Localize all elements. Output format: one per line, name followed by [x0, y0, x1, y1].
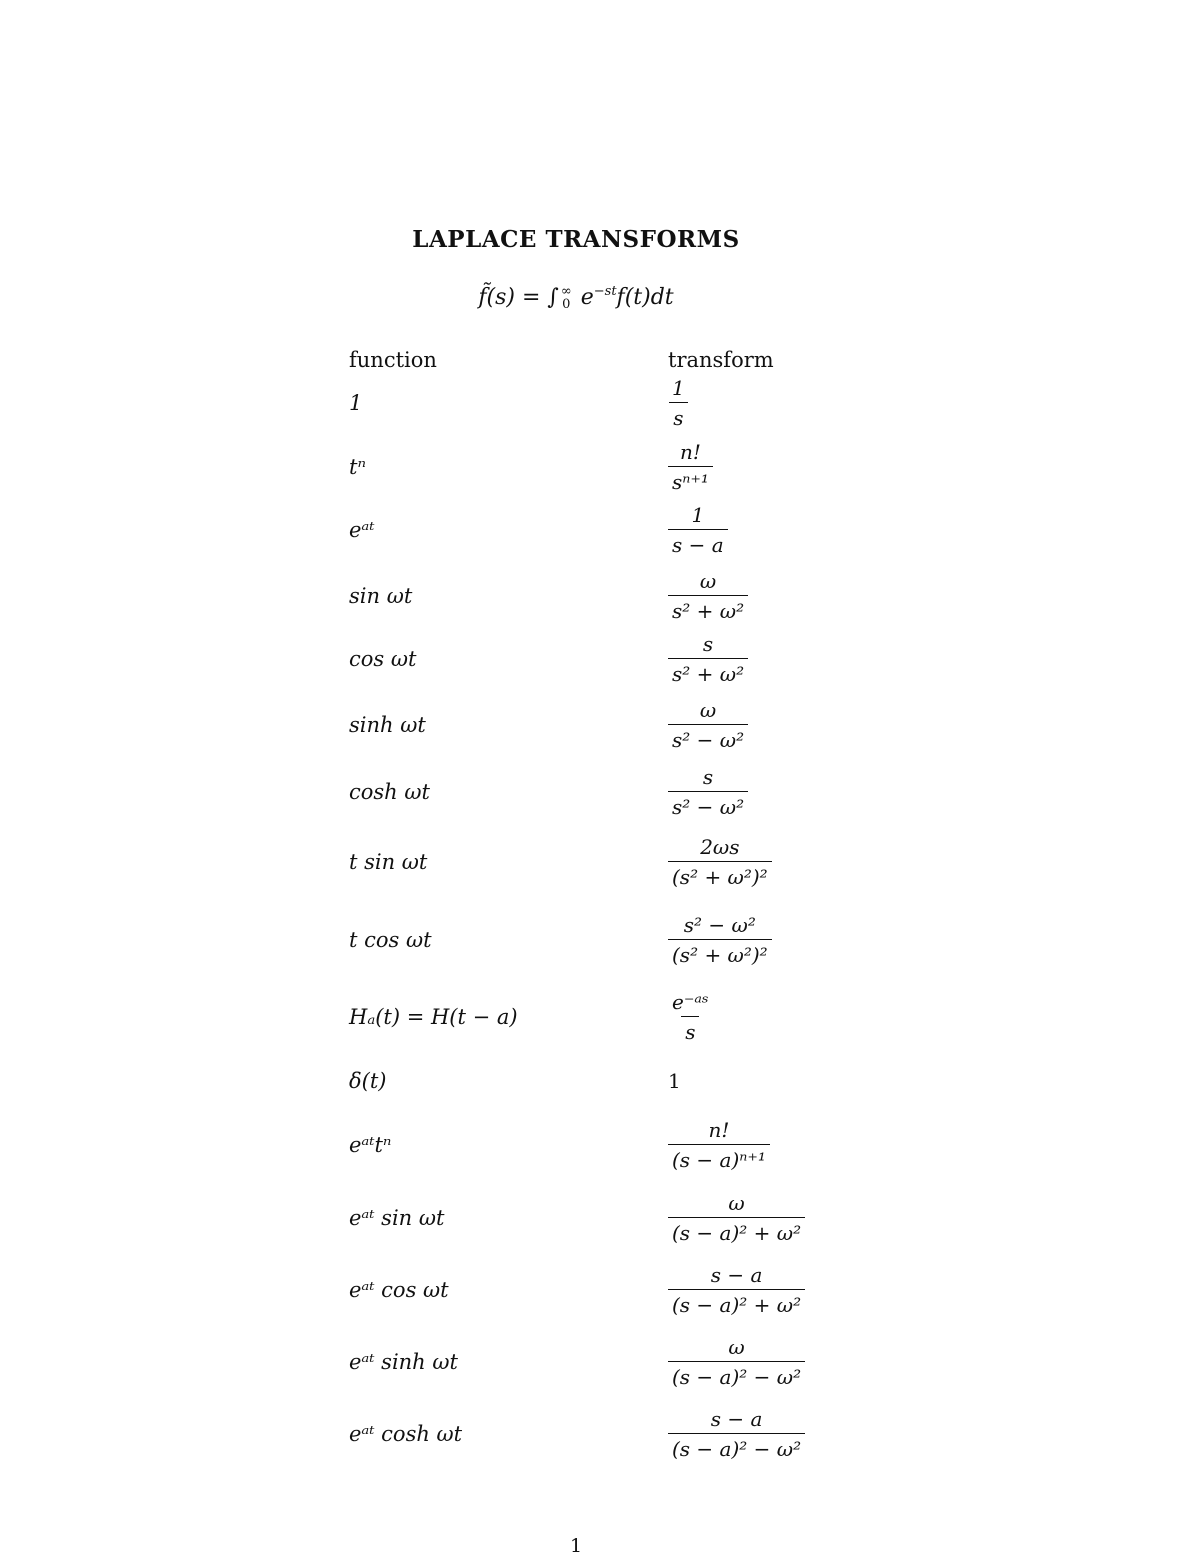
fraction-denominator: s² + ω² [668, 595, 748, 623]
fraction-denominator: (s − a)² + ω² [668, 1217, 805, 1245]
definition-lhs: f̃(s) [478, 285, 515, 310]
function-cell: δ(t) [349, 1069, 387, 1093]
definition-rest: f(t)dt [616, 285, 674, 310]
transform-fraction [668, 440, 713, 494]
transform-cell [668, 632, 748, 686]
transform-fraction [668, 1335, 805, 1389]
integral-upper-limit: ∞ [560, 284, 572, 299]
transform-fraction [668, 698, 748, 752]
function-cell: tⁿ [349, 455, 366, 479]
transform-cell [668, 1191, 805, 1245]
function-cell: Hₐ(t) = H(t − a) [349, 1005, 518, 1029]
transform-cell [668, 503, 728, 557]
fraction-numerator: 2ωs [700, 835, 740, 859]
fraction-denominator: s² − ω² [668, 791, 748, 819]
transform-cell [668, 990, 713, 1044]
fraction-denominator: (s² + ω²)² [668, 939, 772, 967]
function-cell: eᵃᵗ cosh ωt [349, 1422, 463, 1446]
definition-equals: = [521, 285, 541, 310]
transform-fraction [668, 1191, 805, 1245]
integral-lower-limit: 0 [562, 297, 571, 312]
transform-cell [668, 569, 748, 623]
fraction-denominator: (s − a)² − ω² [668, 1361, 805, 1389]
transform-cell [668, 1407, 805, 1461]
function-cell: sinh ωt [349, 713, 426, 737]
transform-fraction [668, 1118, 770, 1172]
page-number: 1 [569, 1535, 583, 1557]
transform-cell [668, 1118, 770, 1172]
fraction-numerator: s² − ω² [683, 913, 756, 937]
transform-fraction [668, 835, 772, 889]
fraction-denominator: sⁿ⁺¹ [668, 466, 713, 494]
function-cell: eᵃᵗ sin ωt [349, 1206, 445, 1230]
fraction-numerator: s [702, 765, 714, 789]
transform-cell [668, 698, 748, 752]
function-cell: t sin ωt [349, 850, 428, 874]
fraction-denominator: s − a [668, 529, 728, 557]
transform-cell [668, 765, 748, 819]
transform-cell [668, 835, 772, 889]
fraction-numerator: ω [699, 698, 717, 722]
transform-cell [668, 1335, 805, 1389]
transform-fraction [668, 632, 748, 686]
page-title: LAPLACE TRANSFORMS [412, 226, 740, 253]
fraction-numerator: s [702, 632, 714, 656]
transform-cell [668, 1263, 805, 1317]
fraction-denominator: s² + ω² [668, 658, 748, 686]
function-cell: eᵃᵗ sinh ωt [349, 1350, 458, 1374]
definition-integrand: e [580, 285, 594, 310]
definition-exponent: −st [593, 284, 617, 299]
transform-fraction [668, 990, 713, 1044]
fraction-denominator: (s − a)² + ω² [668, 1289, 805, 1317]
integral-limits [561, 285, 572, 311]
transform-fraction [668, 503, 728, 557]
fraction-denominator: (s − a)ⁿ⁺¹ [668, 1144, 770, 1172]
function-cell: 1 [349, 391, 363, 415]
fraction-numerator: n! [680, 440, 701, 464]
function-cell: cosh ωt [349, 780, 430, 804]
function-cell: eᵃᵗtⁿ [349, 1133, 392, 1157]
fraction-denominator: (s² + ω²)² [668, 861, 772, 889]
fraction-denominator: s [669, 402, 687, 430]
laplace-definition-formula [0, 285, 1152, 311]
fraction-denominator: (s − a)² − ω² [668, 1433, 805, 1461]
transform-cell [668, 376, 689, 430]
transform-cell [668, 440, 713, 494]
fraction-numerator: e⁻ᵃˢ [672, 990, 709, 1014]
fraction-denominator: s [681, 1016, 699, 1044]
transform-fraction [668, 765, 748, 819]
transform-cell [668, 913, 772, 967]
function-cell: eᵃᵗ [349, 518, 375, 542]
function-cell: eᵃᵗ cos ωt [349, 1278, 449, 1302]
transform-fraction [668, 569, 748, 623]
function-cell: cos ωt [349, 647, 417, 671]
transform-fraction [668, 1407, 805, 1461]
function-cell: t cos ωt [349, 928, 432, 952]
fraction-numerator: 1 [691, 503, 705, 527]
column-header-function: function [349, 348, 437, 372]
transform-fraction [668, 913, 772, 967]
fraction-numerator: ω [699, 569, 717, 593]
fraction-numerator: ω [728, 1191, 745, 1215]
function-cell: sin ωt [349, 584, 413, 608]
fraction-numerator: s − a [710, 1263, 763, 1287]
integral-sign: ∫ [547, 285, 559, 310]
transform-fraction [668, 1263, 805, 1317]
transform-fraction [668, 376, 689, 430]
transform-cell: 1 [668, 1069, 681, 1093]
fraction-numerator: ω [728, 1335, 745, 1359]
fraction-denominator: s² − ω² [668, 724, 748, 752]
column-header-transform: transform [668, 348, 774, 372]
fraction-numerator: 1 [672, 376, 685, 400]
fraction-numerator: n! [708, 1118, 730, 1142]
fraction-numerator: s − a [710, 1407, 763, 1431]
